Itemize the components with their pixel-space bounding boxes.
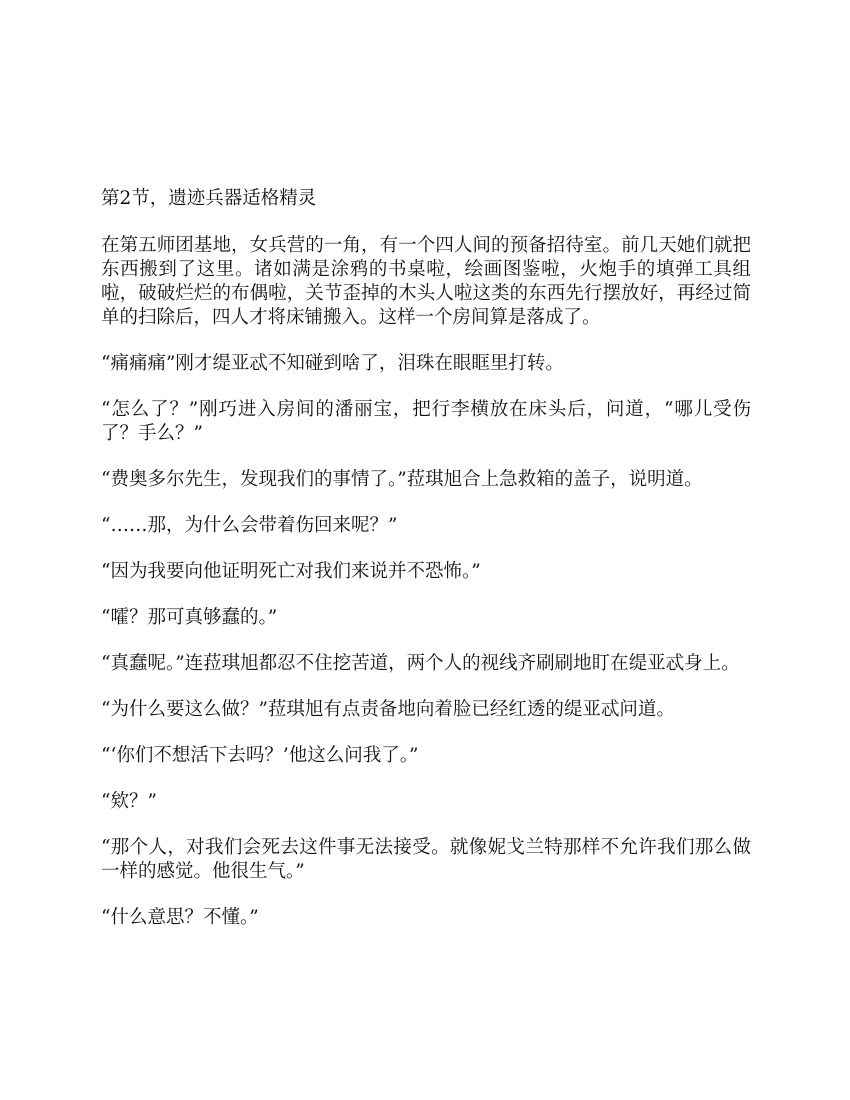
paragraph: “痛痛痛”刚才缇亚忒不知碰到啥了，泪珠在眼眶里打转。 [101,353,564,374]
paragraph: “‘你们不想活下去吗？’他这么问我了。” [101,745,419,766]
paragraph: “真蠢呢。”连菈琪旭都忍不住挖苦道，两个人的视线齐刷刷地盯在缇亚忒身上。 [101,653,740,674]
paragraph: “……那，为什么会带着伤回来呢？” [101,515,398,536]
section-heading: 第2节，遗迹兵器适格精灵 [101,188,317,209]
paragraph: “嚯？那可真够蠢的。” [101,607,278,628]
paragraph: “欸？” [101,791,157,812]
paragraph: “那个人，对我们会死去这件事无法接受。就像妮戈兰特那样不允许我们那么做一样的感觉。他很生气。” [101,837,751,882]
paragraph: “费奥多尔先生，发现我们的事情了。”菈琪旭合上急救箱的盖子，说明道。 [101,469,703,490]
document-page [101,187,751,952]
paragraph-list [101,234,751,930]
paragraph: “为什么要这么做？”菈琪旭有点责备地向着脸已经红透的缇亚忒问道。 [101,699,675,720]
paragraph: “什么意思？不懂。” [101,907,259,928]
paragraph: “怎么了？”刚巧进入房间的潘丽宝，把行李横放在床头后，问道，“哪儿受伤了？手么？” [101,399,751,444]
paragraph: “因为我要向他证明死亡对我们来说并不恐怖。” [101,561,481,582]
paragraph: 在第五师团基地，女兵营的一角，有一个四人间的预备招待室。前几天她们就把东西搬到了这里。诸如满是涂鸦的书桌啦，绘画图鉴啦，火炮手的填弹工具组啦，破破烂烂的布偶啦，关节歪掉的木头人啦这类的东西先行摆放好，再经过简单的扫除后，四人才将床铺搬入。这样一个房间算是落成了。 [101,235,751,328]
